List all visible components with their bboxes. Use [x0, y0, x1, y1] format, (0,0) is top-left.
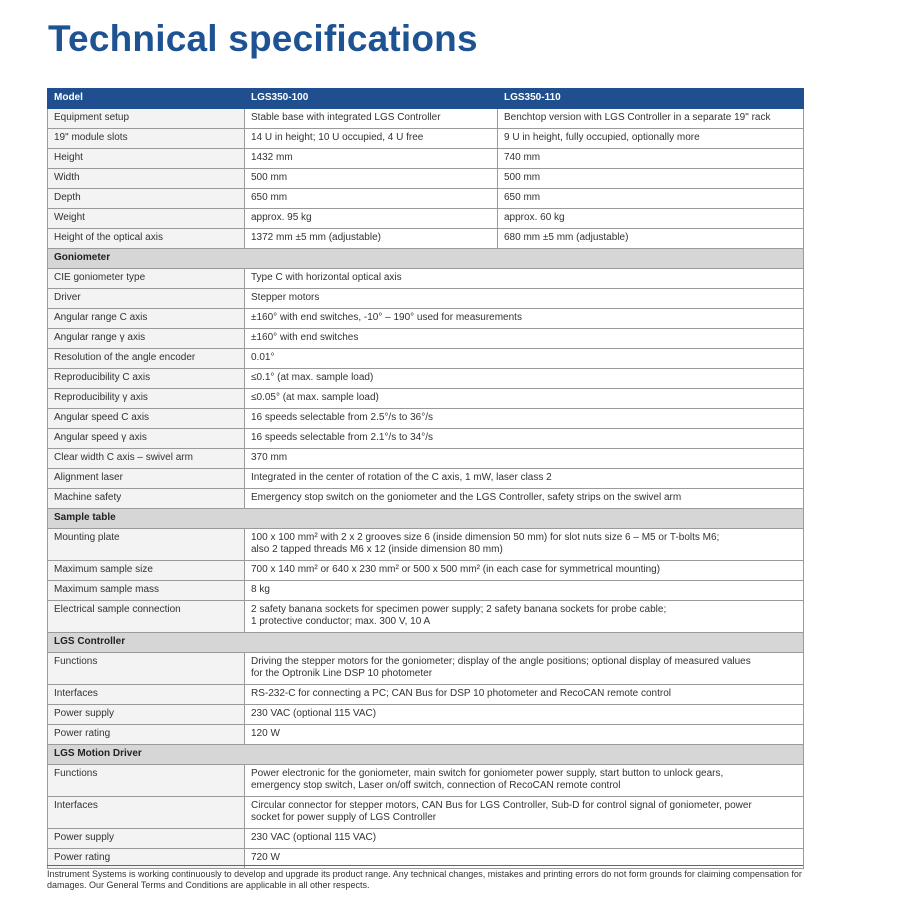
row-value — [245, 309, 804, 329]
row-value-line: RS-232-C for connecting a PC; CAN Bus for DSP 10 photometer and RecoCAN remote control — [251, 688, 672, 699]
row-label: CIE goniometer type — [48, 269, 245, 289]
row-value-lgs350-110: 9 U in height, fully occupied, optionally more — [498, 129, 804, 149]
row-value-line: 16 speeds selectable from 2.1°/s to 34°/s — [251, 432, 433, 443]
table-row — [48, 109, 804, 129]
row-label: Height of the optical axis — [48, 229, 245, 249]
table-row — [48, 765, 804, 797]
row-value-line: Circular connector for stepper motors, CAN Bus for LGS Controller, Sub-D for control signal of goniometer, power — [251, 800, 752, 811]
row-label: 19" module slots — [48, 129, 245, 149]
row-value — [245, 725, 804, 745]
table-row — [48, 685, 804, 705]
row-label: Reproducibility γ axis — [48, 389, 245, 409]
row-value — [245, 409, 804, 429]
row-value — [245, 269, 804, 289]
row-value-line: Power electronic for the goniometer, main switch for goniometer power supply, start button to unlock gears, — [251, 768, 724, 779]
row-label: Maximum sample mass — [48, 581, 245, 601]
row-label: Angular speed C axis — [48, 409, 245, 429]
table-row — [48, 269, 804, 289]
row-value — [245, 705, 804, 725]
table-header-cell: LGS350-100 — [245, 89, 498, 109]
row-value-line: 700 x 140 mm² or 640 x 230 mm² or 500 x 500 mm² (in each case for symmetrical mounting) — [251, 564, 661, 575]
row-value-line: 230 VAC (optional 115 VAC) — [251, 832, 377, 843]
row-label: Resolution of the angle encoder — [48, 349, 245, 369]
table-row — [48, 209, 804, 229]
row-value — [245, 449, 804, 469]
row-value-lgs350-110: 500 mm — [498, 169, 804, 189]
row-label: Interfaces — [48, 797, 245, 829]
row-value — [245, 601, 804, 633]
table-row — [48, 369, 804, 389]
row-value — [245, 797, 804, 829]
section-title: LGS Controller — [48, 633, 804, 653]
row-value-lgs350-100: 1432 mm — [245, 149, 498, 169]
row-value — [245, 349, 804, 369]
table-row — [48, 409, 804, 429]
table-row — [48, 169, 804, 189]
section-header-row — [48, 633, 804, 653]
table-row — [48, 329, 804, 349]
spec-table — [47, 88, 804, 869]
row-label: Driver — [48, 289, 245, 309]
row-value-line: emergency stop switch, Laser on/off switch, connection of RecoCAN remote control — [251, 780, 621, 791]
row-value-line: ≤0.1° (at max. sample load) — [251, 372, 374, 383]
row-label: Equipment setup — [48, 109, 245, 129]
row-value-line: Driving the stepper motors for the goniometer; display of the angle positions; optional display of measured values — [251, 656, 751, 667]
row-label: Depth — [48, 189, 245, 209]
row-value — [245, 489, 804, 509]
row-value — [245, 581, 804, 601]
footer-disclaimer: Instrument Systems is working continuously to develop and upgrade its product range. Any technical changes, mistakes and printing errors do not form grounds for claiming compensation for damages. Our General Terms and Conditions are applicable in all other respects. — [47, 869, 802, 890]
table-row — [48, 349, 804, 369]
table-row — [48, 429, 804, 449]
row-value — [245, 329, 804, 349]
row-value-lgs350-110: 680 mm ±5 mm (adjustable) — [498, 229, 804, 249]
section-title: Sample table — [48, 509, 804, 529]
row-value-line: 230 VAC (optional 115 VAC) — [251, 708, 377, 719]
row-value-line: ±160° with end switches, -10° – 190° used for measurements — [251, 312, 522, 323]
page-title: Technical specifications — [48, 18, 478, 59]
footer-divider — [47, 865, 803, 866]
row-value-line: 0.01° — [251, 352, 275, 363]
row-label: Interfaces — [48, 685, 245, 705]
table-row — [48, 725, 804, 745]
row-value-line: for the Optronik Line DSP 10 photometer — [251, 668, 433, 679]
row-value-lgs350-110: 650 mm — [498, 189, 804, 209]
row-value — [245, 829, 804, 849]
row-value — [245, 653, 804, 685]
row-value-lgs350-110: approx. 60 kg — [498, 209, 804, 229]
table-row — [48, 129, 804, 149]
row-value-line: Stepper motors — [251, 292, 320, 303]
table-row — [48, 561, 804, 581]
table-row — [48, 309, 804, 329]
row-label: Electrical sample connection — [48, 601, 245, 633]
table-row — [48, 189, 804, 209]
row-label: Functions — [48, 765, 245, 797]
row-value — [245, 469, 804, 489]
table-row — [48, 529, 804, 561]
table-row — [48, 289, 804, 309]
table-row — [48, 797, 804, 829]
table-row — [48, 601, 804, 633]
table-header-row — [48, 89, 804, 109]
table-row — [48, 705, 804, 725]
row-value — [245, 289, 804, 309]
table-row — [48, 829, 804, 849]
row-value — [245, 529, 804, 561]
row-label: Angular range γ axis — [48, 329, 245, 349]
table-row — [48, 469, 804, 489]
table-row — [48, 449, 804, 469]
section-title: LGS Motion Driver — [48, 745, 804, 765]
row-value-line: also 2 tapped threads M6 x 12 (inside dimension 80 mm) — [251, 544, 503, 555]
row-label: Angular range C axis — [48, 309, 245, 329]
row-value-line: Emergency stop switch on the goniometer and the LGS Controller, safety strips on the swivel arm — [251, 492, 682, 503]
table-row — [48, 149, 804, 169]
row-value-line: 1 protective conductor; max. 300 V, 10 A — [251, 616, 431, 627]
row-value — [245, 685, 804, 705]
section-header-row — [48, 249, 804, 269]
row-value-line: ≤0.05° (at max. sample load) — [251, 392, 379, 403]
row-value-line: 120 W — [251, 728, 280, 739]
row-label: Machine safety — [48, 489, 245, 509]
row-label: Height — [48, 149, 245, 169]
table-row — [48, 653, 804, 685]
row-value-lgs350-100: 500 mm — [245, 169, 498, 189]
row-label: Functions — [48, 653, 245, 685]
row-value — [245, 389, 804, 409]
row-label: Alignment laser — [48, 469, 245, 489]
row-value-lgs350-110: 740 mm — [498, 149, 804, 169]
row-value-line: 100 x 100 mm² with 2 x 2 grooves size 6 (inside dimension 50 mm) for slot nuts size 6 – M5 or T-bolts M6; — [251, 532, 720, 543]
section-header-row — [48, 509, 804, 529]
row-label: Weight — [48, 209, 245, 229]
row-label: Clear width C axis – swivel arm — [48, 449, 245, 469]
row-label: Power supply — [48, 829, 245, 849]
row-value-lgs350-100: 1372 mm ±5 mm (adjustable) — [245, 229, 498, 249]
row-value-lgs350-100: 650 mm — [245, 189, 498, 209]
table-row — [48, 229, 804, 249]
row-value-line: 2 safety banana sockets for specimen power supply; 2 safety banana sockets for probe cable; — [251, 604, 667, 615]
row-label: Power rating — [48, 725, 245, 745]
table-header-cell: Model — [48, 89, 245, 109]
row-value-lgs350-110: Benchtop version with LGS Controller in a separate 19" rack — [498, 109, 804, 129]
table-row — [48, 389, 804, 409]
table-header-cell: LGS350-110 — [498, 89, 804, 109]
row-label: Mounting plate — [48, 529, 245, 561]
row-value-line: 16 speeds selectable from 2.5°/s to 36°/s — [251, 412, 433, 423]
section-header-row — [48, 745, 804, 765]
row-label: Power rating — [48, 849, 245, 869]
table-row — [48, 489, 804, 509]
row-value — [245, 369, 804, 389]
row-value-line: Type C with horizontal optical axis — [251, 272, 402, 283]
row-label: Reproducibility C axis — [48, 369, 245, 389]
row-value-line: 720 W — [251, 852, 280, 863]
row-value — [245, 561, 804, 581]
row-value-lgs350-100: approx. 95 kg — [245, 209, 498, 229]
row-value — [245, 429, 804, 449]
row-value-lgs350-100: 14 U in height; 10 U occupied, 4 U free — [245, 129, 498, 149]
row-value-line: socket for power supply of LGS Controller — [251, 812, 437, 823]
row-label: Angular speed γ axis — [48, 429, 245, 449]
row-label: Width — [48, 169, 245, 189]
row-label: Maximum sample size — [48, 561, 245, 581]
row-value-line: 8 kg — [251, 584, 270, 595]
row-value — [245, 765, 804, 797]
row-value-line: 370 mm — [251, 452, 288, 463]
row-value-line: ±160° with end switches — [251, 332, 359, 343]
section-title: Goniometer — [48, 249, 804, 269]
row-value-line: Integrated in the center of rotation of the C axis, 1 mW, laser class 2 — [251, 472, 552, 483]
row-label: Power supply — [48, 705, 245, 725]
table-row — [48, 581, 804, 601]
row-value-lgs350-100: Stable base with integrated LGS Controller — [245, 109, 498, 129]
